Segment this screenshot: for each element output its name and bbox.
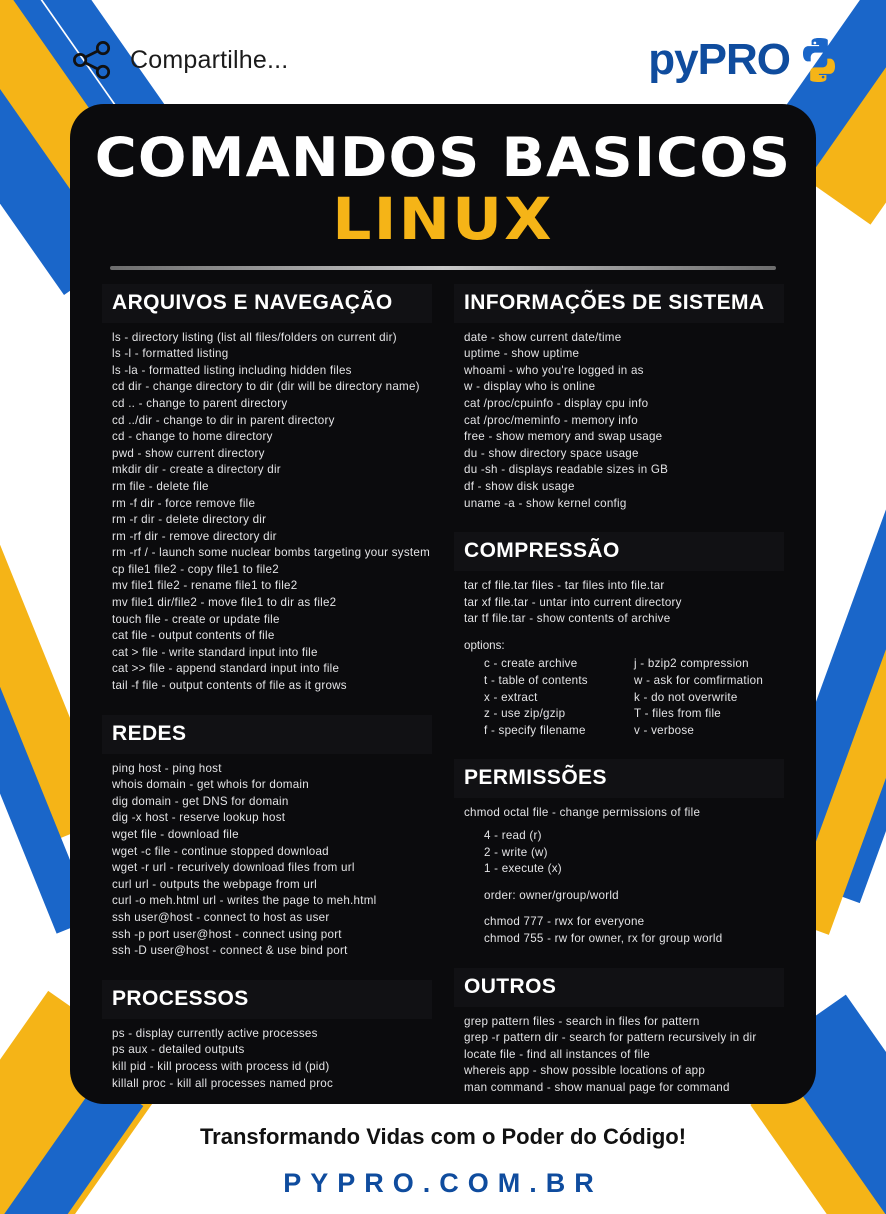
- footer-url: PYPRO.COM.BR: [283, 1168, 603, 1198]
- list-item: x - extract: [484, 690, 538, 704]
- list-item: rm -rf dir - remove directory dir: [112, 529, 277, 543]
- brand-logo: [648, 33, 846, 87]
- list-item: ls - directory listing (list all files/folders on current dir): [112, 330, 397, 344]
- list-item: v - verbose: [634, 723, 695, 737]
- options-column-right: [634, 656, 784, 739]
- list-item: free - show memory and swap usage: [464, 430, 663, 444]
- list-item: tar xf file.tar - untar into current directory: [464, 595, 682, 609]
- list-item: k - do not overwrite: [634, 690, 738, 704]
- command-list-processos: [102, 1026, 432, 1092]
- list-item: killall proc - kill all processes named proc: [112, 1076, 334, 1090]
- section-title: OUTROS: [464, 974, 557, 998]
- list-item: ping host - ping host: [112, 761, 222, 775]
- section-header-arquivos: [102, 284, 432, 323]
- list-item: wget -r url - recurively download files from url: [112, 861, 355, 875]
- section-header-compressao: [454, 532, 784, 571]
- list-item: locate file - find all instances of file: [464, 1047, 650, 1061]
- list-item: c - create archive: [484, 657, 578, 671]
- list-item: ssh user@host - connect to host as user: [112, 910, 330, 924]
- list-item: cat > file - write standard input into file: [112, 645, 318, 659]
- command-list-outros: [454, 1014, 784, 1097]
- list-item: f - specify filename: [484, 723, 586, 737]
- options-grid: [454, 656, 784, 739]
- cheatsheet-card: [70, 104, 816, 1104]
- list-item: rm -rf / - launch some nuclear bombs targeting your system: [112, 546, 430, 560]
- brand-text: pyPRO: [648, 35, 790, 84]
- list-item: j - bzip2 compression: [634, 657, 749, 671]
- list-item: touch file - create or update file: [112, 612, 280, 626]
- list-item: dig -x host - reserve lookup host: [112, 811, 286, 825]
- list-item: ssh -p port user@host - connect using port: [112, 927, 342, 941]
- list-item: tar tf file.tar - show contents of archive: [464, 612, 671, 626]
- section-title: INFORMAÇÕES DE SISTEMA: [464, 290, 765, 314]
- list-item: cd .. - change to parent directory: [112, 396, 288, 410]
- section-header-permissoes: [454, 759, 784, 798]
- list-item: mkdir dir - create a directory dir: [112, 463, 281, 477]
- list-item: 1 - execute (x): [484, 862, 562, 876]
- list-item: wget -c file - continue stopped download: [112, 844, 329, 858]
- list-item: du -sh - displays readable sizes in GB: [464, 463, 669, 477]
- list-item: w - display who is online: [464, 380, 596, 394]
- list-item: 2 - write (w): [484, 845, 548, 859]
- list-item: T - files from file: [634, 707, 721, 721]
- list-item: 4 - read (r): [484, 829, 542, 843]
- list-item: pwd - show current directory: [112, 446, 265, 460]
- list-item: df - show disk usage: [464, 479, 575, 493]
- list-item: rm file - delete file: [112, 479, 209, 493]
- share-label: Compartilhe...: [130, 45, 289, 74]
- list-item: order: owner/group/world: [484, 888, 619, 902]
- command-list-compressao: [454, 578, 784, 628]
- share-nodes-icon[interactable]: [70, 38, 114, 82]
- footer-tagline: Transformando Vidas com o Poder do Código!: [199, 1124, 687, 1149]
- list-item: mv file1 dir/file2 - move file1 to dir as file2: [112, 596, 337, 610]
- left-column: [102, 284, 432, 1097]
- command-list-permissoes: [454, 805, 784, 822]
- list-item: cd ../dir - change to dir in parent directory: [112, 413, 335, 427]
- list-item: t - table of contents: [484, 674, 588, 688]
- list-item: date - show current date/time: [464, 330, 622, 344]
- list-item: chmod octal file - change permissions of file: [464, 806, 701, 820]
- section-header-outros: [454, 968, 784, 1007]
- list-item: du - show directory space usage: [464, 446, 639, 460]
- list-item: ps - display currently active processes: [112, 1026, 318, 1040]
- section-title: ARQUIVOS E NAVEGAÇÃO: [112, 290, 393, 314]
- section-header-processos: [102, 980, 432, 1019]
- spacer: [484, 904, 784, 914]
- command-list-redes: [102, 761, 432, 960]
- permission-octal-values: [454, 828, 784, 948]
- list-item: cat /proc/cpuinfo - display cpu info: [464, 396, 649, 410]
- list-item: cp file1 file2 - copy file1 to file2: [112, 562, 279, 576]
- list-item: grep -r pattern dir - search for pattern recursively in dir: [464, 1031, 757, 1045]
- list-item: uname -a - show kernel config: [464, 496, 627, 510]
- list-item: wget file - download file: [112, 828, 239, 842]
- command-list-arquivos: [102, 330, 432, 695]
- options-label: options:: [464, 638, 505, 652]
- options-column-left: [484, 656, 634, 739]
- list-item: tar cf file.tar files - tar files into file.tar: [464, 579, 665, 593]
- section-header-redes: [102, 715, 432, 754]
- list-item: cd dir - change directory to dir (dir will be directory name): [112, 380, 420, 394]
- section-title: PERMISSÕES: [464, 766, 607, 790]
- list-item: cat >> file - append standard input into file: [112, 662, 340, 676]
- list-item: curl -o meh.html url - writes the page to meh.html: [112, 894, 377, 908]
- list-item: cat /proc/meminfo - memory info: [464, 413, 638, 427]
- list-item: dig domain - get DNS for domain: [112, 794, 289, 808]
- list-item: ssh -D user@host - connect & use bind port: [112, 944, 348, 958]
- list-item: chmod 777 - rwx for everyone: [484, 915, 645, 929]
- top-bar: [70, 22, 846, 98]
- list-item: chmod 755 - rw for owner, rx for group world: [484, 932, 723, 946]
- section-header-informacoes: [454, 284, 784, 323]
- list-item: w - ask for comfirmation: [634, 674, 764, 688]
- list-item: ps aux - detailed outputs: [112, 1043, 245, 1057]
- list-item: z - use zip/gzip: [484, 707, 566, 721]
- list-item: ls -la - formatted listing including hidden files: [112, 363, 352, 377]
- page-subtitle: LINUX: [332, 184, 554, 253]
- list-item: uptime - show uptime: [464, 347, 580, 361]
- spacer: [484, 878, 784, 888]
- python-logo-icon: [792, 33, 846, 87]
- list-item: rm -r dir - delete directory dir: [112, 513, 267, 527]
- list-item: whois domain - get whois for domain: [112, 778, 309, 792]
- share-group[interactable]: [70, 38, 288, 82]
- list-item: grep pattern files - search in files for pattern: [464, 1014, 700, 1028]
- list-item: cat file - output contents of file: [112, 629, 275, 643]
- section-title: PROCESSOS: [112, 986, 249, 1010]
- list-item: rm -f dir - force remove file: [112, 496, 256, 510]
- list-item: tail -f file - output contents of file as it grows: [112, 679, 347, 693]
- list-item: cd - change to home directory: [112, 430, 273, 444]
- list-item: whereis app - show possible locations of app: [464, 1064, 706, 1078]
- list-item: man command - show manual page for command: [464, 1080, 730, 1094]
- list-item: mv file1 file2 - rename file1 to file2: [112, 579, 298, 593]
- section-title: COMPRESSÃO: [464, 539, 620, 563]
- list-item: whoami - who you're logged in as: [464, 363, 644, 377]
- title-divider: [110, 266, 776, 270]
- right-column: [454, 284, 784, 1097]
- command-list-informacoes: [454, 330, 784, 513]
- page-title: COMANDOS BASICOS: [94, 126, 792, 189]
- columns-wrapper: [96, 284, 790, 1097]
- list-item: curl url - outputs the webpage from url: [112, 877, 318, 891]
- section-title: REDES: [112, 721, 187, 745]
- list-item: kill pid - kill process with process id (pid): [112, 1059, 330, 1073]
- list-item: ls -l - formatted listing: [112, 347, 229, 361]
